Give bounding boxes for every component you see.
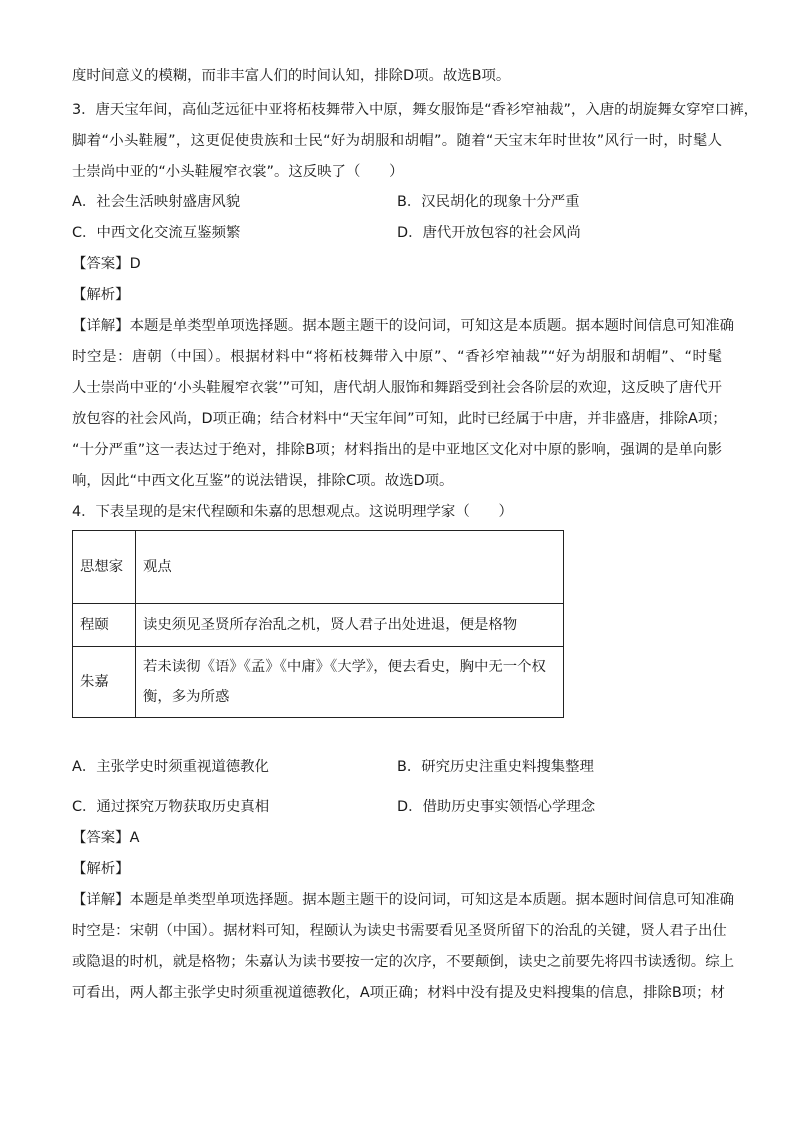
q4-option-c: C．通过探究万物获取历史真相	[72, 799, 270, 815]
q3-analysis-label: 【解析】	[72, 287, 130, 303]
table-row	[73, 647, 564, 718]
q3-stem-line-1: 3．唐天宝年间，高仙芝远征中亚将柘枝舞带入中原，舞女服饰是“香衫窄袖裁”，入唐的胡旋舞女穿窄口裤，	[72, 102, 759, 118]
thinker-name: 朱嘉	[73, 647, 136, 718]
q4-option-d: D．借助历史事实领悟心学理念	[397, 799, 596, 815]
q3-option-c: C．中西文化交流互鉴频繁	[72, 225, 241, 241]
thinkers-table	[72, 530, 564, 718]
header-view: 观点	[136, 531, 564, 604]
q4-detail-line-4: 可看出，两人都主张学史时须重视道德教化，A项正确；材料中没有提及史料搜集的信息，排除B项；材	[72, 985, 725, 1001]
q3-detail-line-6: 响，因此“中西文化互鉴”的说法错误，排除C项。故选D项。	[72, 473, 454, 489]
table-row	[73, 604, 564, 647]
q4-analysis-label: 【解析】	[72, 861, 130, 877]
q3-option-d: D．唐代开放包容的社会风尚	[397, 225, 581, 241]
q3-option-b: B．汉民胡化的现象十分严重	[397, 194, 580, 210]
q3-detail-line-2: 时空是：唐朝（中国）。根据材料中“将柘枝舞带入中原”、“香衫窄袖裁”“好为胡服和胡帽”、“时髦	[72, 349, 722, 365]
continued-text-line: 度时间意义的模糊，而非丰富人们的时间认知，排除D项。故选B项。	[72, 68, 511, 84]
q3-detail-line-1: 【详解】本题是单类型单项选择题。据本题主题干的设问词，可知这是本质题。据本题时间信息可知准确	[72, 318, 734, 334]
q4-detail-line-3: 或隐退的时机，就是格物；朱嘉认为读书要按一定的次序，不要颠倒，读史之前要先将四书读透彻。综上	[72, 954, 734, 970]
q3-stem-line-3: 士崇尚中亚的“小头鞋履窄衣裳”。这反映了（ ）	[72, 164, 404, 180]
q4-detail-line-1: 【详解】本题是单类型单项选择题。据本题主题干的设问词，可知这是本质题。据本题时间信息可知准确	[72, 892, 734, 908]
thinker-view	[136, 647, 564, 718]
thinker-name: 程颐	[73, 604, 136, 647]
q3-detail-line-3: 人士崇尚中亚的‘小头鞋履窄衣裳’”可知，唐代胡人服饰和舞蹈受到社会各阶层的欢迎，这反映了唐代开	[72, 380, 722, 396]
q4-stem: 4．下表呈现的是宋代程颐和朱嘉的思想观点。这说明理学家（ ）	[72, 504, 513, 520]
q4-option-b: B．研究历史注重史料搜集整理	[397, 759, 594, 775]
q3-answer: 【答案】D	[72, 256, 141, 272]
q4-option-a: A．主张学史时须重视道德教化	[72, 759, 269, 775]
q3-detail-line-4: 放包容的社会风尚，D项正确；结合材料中“天宝年间”可知，此时已经属于中唐，并非盛唐，排除A项；	[72, 411, 727, 427]
q3-option-a: A．社会生活映射盛唐风貌	[72, 194, 241, 210]
q4-detail-line-2: 时空是：宋朝（中国）。据材料可知，程颐认为读史书需要看见圣贤所留下的治乱的关键，贤人君子出仕	[72, 923, 727, 939]
q4-answer: 【答案】A	[72, 830, 140, 846]
thinker-view: 读史须见圣贤所存治乱之机，贤人君子出处进退，便是格物	[136, 604, 564, 647]
thinker-view-line-1: 若未读彻《语》《孟》《中庸》《大学》，便去看史，胸中无一个权	[143, 659, 546, 675]
header-thinker: 思想家	[73, 531, 136, 604]
thinker-view-line-2: 衡，多为所惑	[143, 689, 230, 705]
q3-stem-line-2: 脚着“小头鞋履”，这更促使贵族和士民“好为胡服和胡帽”。随着“天宝末年时世妆”风行一时，时髦人	[72, 133, 722, 149]
q3-detail-line-5: “十分严重”这一表达过于绝对，排除B项；材料指出的是中亚地区文化对中原的影响，强调的是单向影	[72, 442, 722, 458]
table-header-row	[73, 531, 564, 604]
